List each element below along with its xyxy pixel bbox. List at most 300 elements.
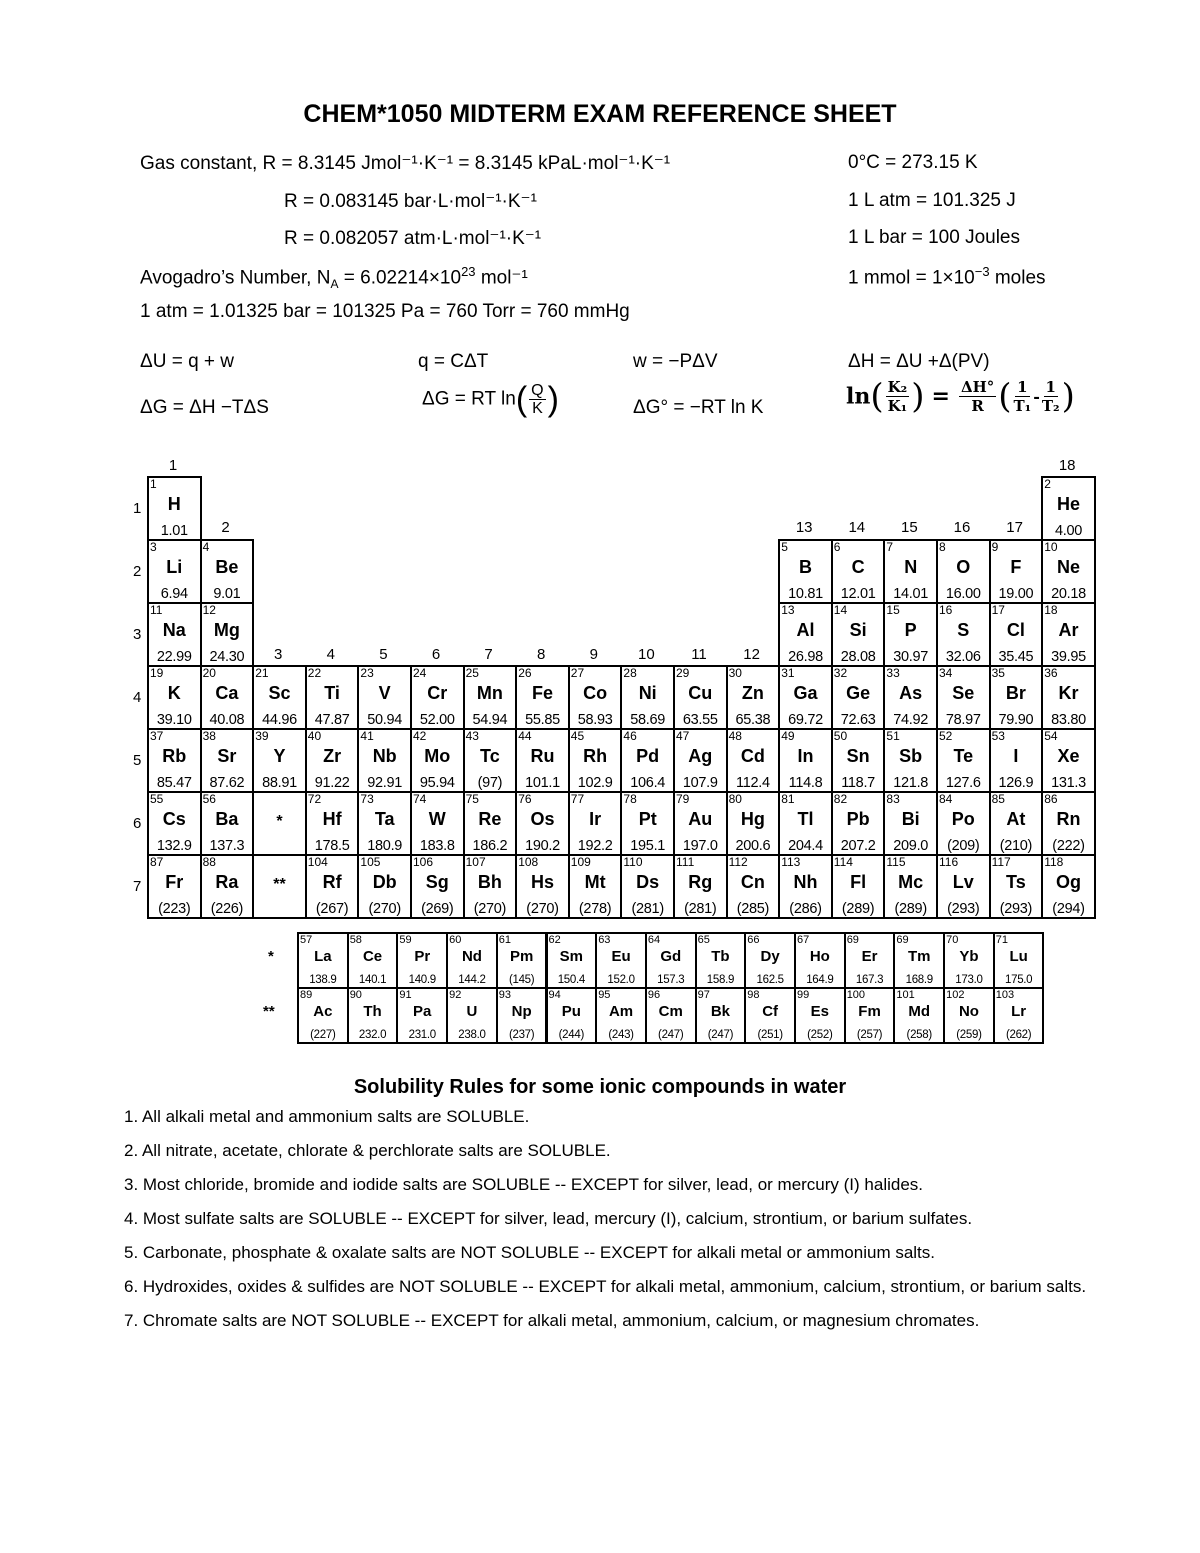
atomic-mass: 186.2 xyxy=(472,838,508,854)
fraction-r: R xyxy=(971,397,984,415)
element-symbol: Kr xyxy=(1058,683,1079,703)
lanthanide-placeholder xyxy=(252,791,307,856)
element-cell-li xyxy=(147,539,202,604)
element-cell-eu xyxy=(595,932,647,989)
element-cell-sr xyxy=(200,728,255,793)
element-symbol: Cn xyxy=(740,872,765,892)
atomic-number: 30 xyxy=(728,666,742,680)
atomic-mass: 32.06 xyxy=(945,649,981,665)
avogadro-label: Avogadro’s Number, N xyxy=(140,267,331,289)
vh-paren-1-close: ) xyxy=(911,376,925,417)
element-symbol: Pa xyxy=(413,1003,432,1020)
avogadro-value: = 6.02214×10 xyxy=(343,267,462,289)
element-cell-ar xyxy=(1041,602,1096,667)
element-cell-fe xyxy=(515,665,570,730)
atomic-mass: 158.9 xyxy=(706,974,735,986)
element-symbol: Te xyxy=(953,746,974,766)
atomic-mass: 1.01 xyxy=(160,523,188,539)
atomic-number: 55 xyxy=(150,792,164,806)
atomic-number: 48 xyxy=(728,729,742,743)
atomic-mass: 16.00 xyxy=(945,586,981,602)
element-symbol: Fr xyxy=(165,872,184,892)
atomic-number: 90 xyxy=(349,989,362,1001)
atomic-mass: 112.4 xyxy=(736,775,770,791)
atomic-mass: 52.00 xyxy=(419,712,455,728)
fraction-one-a: 1 xyxy=(1017,378,1028,396)
element-symbol: Sc xyxy=(268,683,291,703)
period-label: 1 xyxy=(133,500,142,517)
element-cell-tc xyxy=(463,728,518,793)
atomic-number: 60 xyxy=(449,934,462,946)
element-symbol: Mt xyxy=(584,872,606,892)
atomic-mass: 157.3 xyxy=(657,974,685,986)
atomic-number: 87 xyxy=(150,855,164,869)
atomic-mass: (210) xyxy=(999,838,1033,854)
group-label: 4 xyxy=(326,646,335,663)
element-symbol: U xyxy=(466,1003,478,1020)
element-symbol: S xyxy=(957,620,970,640)
atomic-number: 63 xyxy=(598,934,611,946)
element-cell-ni xyxy=(620,665,675,730)
actinide-placeholder xyxy=(252,854,307,919)
element-cell-ac xyxy=(297,987,349,1044)
atomic-mass: (97) xyxy=(477,775,503,791)
atomic-mass: 132.9 xyxy=(156,838,192,854)
placeholder-star: * xyxy=(276,813,283,830)
element-symbol: Sn xyxy=(846,746,870,766)
element-cell-au xyxy=(673,791,728,856)
element-symbol: Zr xyxy=(323,746,342,766)
atomic-mass: 35.45 xyxy=(998,649,1034,665)
period-label: 4 xyxy=(133,689,142,706)
paren-open: ( xyxy=(515,380,528,419)
atomic-number: 69 xyxy=(896,934,909,946)
element-cell-as xyxy=(883,665,938,730)
element-cell-ba xyxy=(200,791,255,856)
element-symbol: Cl xyxy=(1006,620,1025,640)
element-symbol: Au xyxy=(688,809,713,829)
group-label: 15 xyxy=(901,519,918,536)
element-cell-ra xyxy=(200,854,255,919)
atomic-mass: 39.95 xyxy=(1051,649,1086,665)
atomic-mass: 190.2 xyxy=(525,838,560,854)
atomic-mass: 209.0 xyxy=(893,838,929,854)
atomic-number: 78 xyxy=(623,792,637,806)
solubility-rule: 3. Most chloride, bromide and iodide salts are SOLUBLE -- EXCEPT for silver, lead, or mercury (I) halides. xyxy=(124,1175,924,1194)
element-symbol: Fm xyxy=(858,1003,881,1020)
period-label: 6 xyxy=(133,815,142,832)
atomic-mass: 192.2 xyxy=(577,838,613,854)
atomic-mass: 102.9 xyxy=(577,775,613,791)
atomic-number: 49 xyxy=(781,729,795,743)
atomic-mass: 63.55 xyxy=(682,712,718,728)
atomic-mass: 19.00 xyxy=(998,586,1034,602)
solubility-rules-list xyxy=(124,1104,1124,1342)
element-cell-at xyxy=(989,791,1044,856)
element-symbol: C xyxy=(851,557,865,577)
eq-standard-gibbs: ΔG° = −RT ln K xyxy=(633,397,764,418)
element-symbol: Re xyxy=(478,809,502,829)
element-symbol: Mo xyxy=(424,746,451,766)
element-symbol: Ag xyxy=(688,746,713,766)
placeholder-star: ** xyxy=(273,876,286,893)
element-symbol: Tb xyxy=(711,948,730,965)
vh-paren-2-close: ) xyxy=(1061,376,1075,417)
element-symbol: B xyxy=(798,557,812,577)
element-symbol: Pr xyxy=(414,948,431,965)
atomic-mass: 137.3 xyxy=(209,838,245,854)
element-symbol: Ir xyxy=(589,809,602,829)
atomic-mass: 54.94 xyxy=(472,712,508,728)
atomic-mass: 14.01 xyxy=(893,586,929,602)
element-symbol: Se xyxy=(952,683,975,703)
atomic-mass: 22.99 xyxy=(156,649,192,665)
element-cell-np xyxy=(496,987,548,1044)
element-symbol: Cf xyxy=(762,1003,779,1020)
atomic-mass: 24.30 xyxy=(209,649,245,665)
atomic-mass: 162.5 xyxy=(756,974,784,986)
atomic-number: 52 xyxy=(939,729,953,743)
atomic-number: 19 xyxy=(150,666,164,680)
element-symbol: Co xyxy=(583,683,608,703)
eq-gibbs-rt-text: ΔG = RT ln xyxy=(422,388,516,410)
atomic-mass: 55.85 xyxy=(525,712,560,728)
element-symbol: Ar xyxy=(1058,620,1079,640)
atomic-number: 7 xyxy=(886,540,894,554)
element-cell-lv xyxy=(936,854,991,919)
atomic-mass: 114.8 xyxy=(788,775,823,791)
element-cell-yb xyxy=(943,932,995,989)
atomic-mass: 47.87 xyxy=(314,712,350,728)
atomic-number: 24 xyxy=(413,666,427,680)
atomic-mass: 175.0 xyxy=(1005,974,1033,986)
element-symbol: Y xyxy=(273,746,286,766)
element-symbol: Tm xyxy=(907,948,931,965)
element-symbol: Ho xyxy=(809,948,830,965)
atomic-number: 112 xyxy=(728,855,748,869)
group-label: 2 xyxy=(221,519,230,536)
element-cell-po xyxy=(936,791,991,856)
atomic-mass: (281) xyxy=(684,901,717,917)
atomic-number: 84 xyxy=(939,792,953,806)
group-label: 3 xyxy=(274,646,283,663)
atomic-mass: 106.4 xyxy=(630,775,666,791)
atomic-mass: 197.0 xyxy=(682,838,718,854)
gas-constant-bar: R = 0.083145 bar·L·mol⁻¹·K⁻¹ xyxy=(284,191,537,212)
atomic-number: 117 xyxy=(991,855,1011,869)
atomic-mass: 83.80 xyxy=(1051,712,1086,728)
element-symbol: Ca xyxy=(215,683,239,703)
gas-constant-atm: R = 0.082057 atm·L·mol⁻¹·K⁻¹ xyxy=(284,228,542,249)
fraction-dh: ΔH° xyxy=(960,378,995,396)
element-cell-nh xyxy=(778,854,833,919)
element-cell-ti xyxy=(305,665,360,730)
mmol-unit: moles xyxy=(994,267,1046,289)
atomic-number: 89 xyxy=(300,989,313,1001)
fraction-q: Q xyxy=(531,382,544,399)
element-cell-cr xyxy=(410,665,465,730)
atomic-mass: (289) xyxy=(841,901,875,917)
atomic-number: 73 xyxy=(360,792,374,806)
atomic-number: 40 xyxy=(307,729,322,743)
atomic-mass: 9.01 xyxy=(213,586,241,602)
atomic-mass: 74.92 xyxy=(893,712,929,728)
atomic-mass: 152.0 xyxy=(607,974,635,986)
atomic-number: 45 xyxy=(570,729,585,743)
atomic-mass: 12.01 xyxy=(840,586,876,602)
element-cell-ga xyxy=(778,665,833,730)
atomic-number: 71 xyxy=(995,934,1009,946)
atomic-number: 51 xyxy=(886,729,900,743)
atomic-number: 26 xyxy=(518,666,532,680)
atomic-mass: 91.22 xyxy=(314,775,350,791)
element-cell-mn xyxy=(463,665,518,730)
liter-atm: 1 L atm = 101.325 J xyxy=(848,190,1016,211)
atomic-number: 33 xyxy=(886,666,900,680)
element-cell-na xyxy=(147,602,202,667)
atomic-mass: 138.9 xyxy=(309,974,337,986)
element-symbol: Cs xyxy=(162,809,186,829)
atomic-mass: 30.97 xyxy=(893,649,929,665)
eq-internal-energy: ΔU = q + w xyxy=(140,351,235,372)
atomic-mass: (281) xyxy=(631,901,664,917)
element-symbol: Os xyxy=(530,809,555,829)
element-cell-nb xyxy=(357,728,412,793)
element-cell-no xyxy=(943,987,995,1044)
vant-hoff-ln: ln xyxy=(846,383,871,410)
atomic-number: 13 xyxy=(781,603,795,617)
element-cell-s xyxy=(936,602,991,667)
element-symbol: Ru xyxy=(530,746,555,766)
period-label: 7 xyxy=(133,878,142,895)
element-symbol: Gd xyxy=(660,948,682,965)
element-symbol: Po xyxy=(951,809,975,829)
zero-celsius: 0°C = 273.15 K xyxy=(848,152,978,173)
element-symbol: Li xyxy=(166,557,183,577)
atomic-mass: 88.91 xyxy=(262,775,297,791)
element-symbol: Er xyxy=(861,948,878,965)
element-cell-pd xyxy=(620,728,675,793)
atomic-number: 107 xyxy=(465,855,486,869)
element-symbol: Nh xyxy=(793,872,818,892)
atomic-mass: (251) xyxy=(757,1029,783,1041)
atomic-mass: 92.91 xyxy=(367,775,403,791)
atomic-number: 98 xyxy=(747,989,760,1001)
element-cell-bh xyxy=(463,854,518,919)
element-symbol: Bi xyxy=(901,809,920,829)
atomic-number: 5 xyxy=(781,540,788,554)
element-cell-f xyxy=(989,539,1044,604)
element-symbol: Mg xyxy=(213,620,240,640)
element-symbol: Br xyxy=(1005,683,1026,703)
atomic-number: 94 xyxy=(548,989,561,1001)
element-symbol: As xyxy=(899,683,923,703)
element-symbol: Bh xyxy=(477,872,502,892)
element-cell-mt xyxy=(568,854,623,919)
mmol-value: 1 mmol = 1×10 xyxy=(848,267,975,289)
element-cell-ag xyxy=(673,728,728,793)
atomic-mass: 195.1 xyxy=(630,838,666,854)
atomic-number: 103 xyxy=(995,989,1015,1001)
atomic-mass: (222) xyxy=(1052,838,1085,854)
element-cell-pt xyxy=(620,791,675,856)
element-cell-br xyxy=(989,665,1044,730)
mmol-exponent: −3 xyxy=(974,264,990,279)
element-symbol: Ts xyxy=(1006,872,1026,892)
element-cell-si xyxy=(831,602,886,667)
element-cell-fr xyxy=(147,854,202,919)
element-cell-cd xyxy=(726,728,781,793)
atomic-number: 39 xyxy=(255,729,269,743)
atomic-number: 76 xyxy=(518,792,532,806)
fraction-t1: T₁ xyxy=(1013,397,1032,415)
element-symbol: Mc xyxy=(898,872,924,892)
atomic-mass: 183.8 xyxy=(419,838,455,854)
atomic-number: 118 xyxy=(1044,855,1064,869)
element-cell-ho xyxy=(794,932,846,989)
element-cell-ta xyxy=(357,791,412,856)
element-cell-i xyxy=(989,728,1044,793)
atomic-number: 23 xyxy=(360,666,374,680)
atomic-number: 37 xyxy=(150,729,164,743)
atomic-number: 116 xyxy=(939,855,959,869)
atomic-mass: (285) xyxy=(736,901,770,917)
element-symbol: Ni xyxy=(638,683,657,703)
element-symbol: V xyxy=(378,683,391,703)
atomic-mass: 238.0 xyxy=(458,1029,486,1041)
element-cell-pb xyxy=(831,791,886,856)
atomic-mass: 140.1 xyxy=(358,974,387,986)
vant-hoff-equals: = xyxy=(931,383,950,410)
atomic-number: 41 xyxy=(360,729,374,743)
atomic-mass: (244) xyxy=(558,1029,585,1041)
element-symbol: Rf xyxy=(322,872,342,892)
element-cell-te xyxy=(936,728,991,793)
atomic-number: 108 xyxy=(518,855,539,869)
element-cell-in xyxy=(778,728,833,793)
element-symbol: Lr xyxy=(1011,1003,1027,1020)
atomic-mass: 167.3 xyxy=(855,974,884,986)
atm-conversion: 1 atm = 1.01325 bar = 101325 Pa = 760 Torr = 760 mmHg xyxy=(140,301,630,322)
atomic-number: 34 xyxy=(939,666,953,680)
atomic-number: 47 xyxy=(676,729,690,743)
atomic-number: 12 xyxy=(202,603,216,617)
element-symbol: N xyxy=(904,557,918,577)
atomic-number: 54 xyxy=(1044,729,1058,743)
eq-enthalpy: ΔH = ΔU +Δ(PV) xyxy=(848,351,990,372)
element-symbol: Sr xyxy=(217,746,237,766)
element-symbol: Ba xyxy=(215,809,239,829)
element-symbol: Ce xyxy=(362,948,383,965)
atomic-number: 91 xyxy=(399,989,412,1001)
atomic-number: 82 xyxy=(833,792,848,806)
avogadro-unit: mol⁻¹ xyxy=(480,267,528,289)
element-symbol: Th xyxy=(363,1003,382,1020)
atomic-mass: 107.9 xyxy=(682,775,718,791)
atomic-mass: (270) xyxy=(526,901,559,917)
element-symbol: Tc xyxy=(480,746,500,766)
element-cell-zr xyxy=(305,728,360,793)
element-cell-w xyxy=(410,791,465,856)
lanthanide-row-label: * xyxy=(268,948,274,965)
atomic-number: 15 xyxy=(886,603,900,617)
solubility-rule: 7. Chromate salts are NOT SOLUBLE -- EXCEPT for alkali metal, ammonium, calcium, or magnesium chromates. xyxy=(124,1311,980,1330)
element-symbol: Nb xyxy=(372,746,397,766)
group-label: 9 xyxy=(589,646,598,663)
element-cell-pr xyxy=(396,932,448,989)
group-label: 13 xyxy=(795,519,813,536)
element-cell-zn xyxy=(726,665,781,730)
element-symbol: Na xyxy=(162,620,186,640)
atomic-mass: 6.94 xyxy=(160,586,188,602)
element-cell-fl xyxy=(831,854,886,919)
element-cell-p xyxy=(883,602,938,667)
atomic-number: 97 xyxy=(697,989,710,1001)
atomic-number: 102 xyxy=(946,989,965,1001)
atomic-mass: 204.4 xyxy=(788,838,823,854)
atomic-mass: (293) xyxy=(947,901,980,917)
atomic-number: 115 xyxy=(886,855,906,869)
fraction-t2: T₂ xyxy=(1041,397,1060,415)
atomic-mass: (270) xyxy=(473,901,507,917)
atomic-number: 93 xyxy=(498,989,512,1001)
element-cell-hg xyxy=(726,791,781,856)
atomic-number: 83 xyxy=(886,792,900,806)
atomic-number: 79 xyxy=(676,792,690,806)
atomic-mass: 140.9 xyxy=(408,974,436,986)
atomic-number: 92 xyxy=(449,989,462,1001)
atomic-number: 10 xyxy=(1044,540,1058,554)
group-label: 5 xyxy=(379,646,388,663)
atomic-mass: (278) xyxy=(578,901,612,917)
element-cell-pu xyxy=(546,987,598,1044)
element-cell-o xyxy=(936,539,991,604)
atomic-number: 85 xyxy=(991,792,1005,806)
atomic-number: 53 xyxy=(991,729,1005,743)
element-symbol: Hg xyxy=(740,809,765,829)
element-symbol: Db xyxy=(372,872,397,892)
element-cell-ge xyxy=(831,665,886,730)
atomic-number: 11 xyxy=(150,603,163,617)
element-symbol: He xyxy=(1056,494,1080,514)
atomic-number: 109 xyxy=(570,855,591,869)
atomic-mass: 232.0 xyxy=(358,1029,387,1041)
period-label: 2 xyxy=(133,563,142,580)
element-symbol: Pb xyxy=(846,809,870,829)
atomic-mass: 28.08 xyxy=(840,649,876,665)
atomic-mass: 101.1 xyxy=(525,775,560,791)
atomic-number: 50 xyxy=(833,729,848,743)
atomic-mass: 207.2 xyxy=(840,838,876,854)
element-symbol: Pt xyxy=(638,809,657,829)
element-symbol: Xe xyxy=(1057,746,1080,766)
atomic-number: 17 xyxy=(991,603,1005,617)
element-cell-co xyxy=(568,665,623,730)
atomic-mass: 50.94 xyxy=(367,712,403,728)
element-cell-v xyxy=(357,665,412,730)
atomic-mass: 58.93 xyxy=(577,712,613,728)
element-cell-y xyxy=(252,728,307,793)
atomic-number: 101 xyxy=(896,989,915,1001)
element-symbol: Cd xyxy=(740,746,765,766)
atomic-mass: 85.47 xyxy=(156,775,192,791)
element-cell-n xyxy=(883,539,938,604)
vant-hoff-minus: - xyxy=(1033,387,1040,406)
atomic-number: 61 xyxy=(498,934,512,946)
element-symbol: Tl xyxy=(797,809,814,829)
atomic-mass: 231.0 xyxy=(408,1029,436,1041)
atomic-number: 2 xyxy=(1044,477,1051,491)
